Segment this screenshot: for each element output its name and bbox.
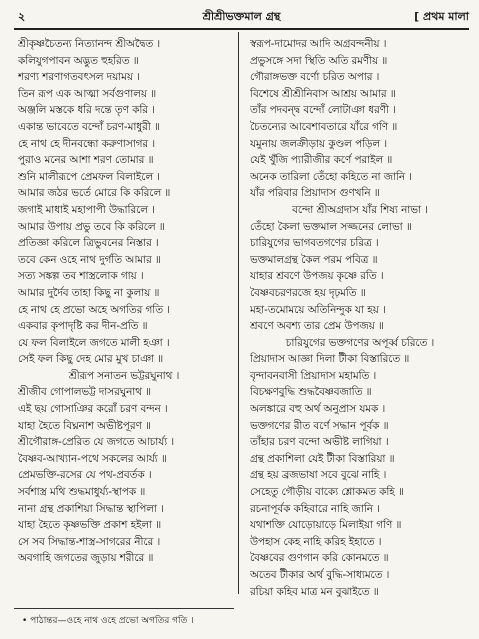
verse-line: বৈষ্ণব-আখ্যান-পথে সকলের আর্য্য ॥ [18,452,167,465]
verse-line: যাহার শ্রবণে উপজয় কৃষ্ণে রতি । [250,270,384,283]
verse-line: গৌরাঙ্গভক্ত বর্ণো চরিত অপার । [250,71,380,84]
verse-line: রচিয়া কহিব মাত্র মন বুঝাইতে ॥ [250,585,379,598]
verse-line: যাহা হৈতে বিঘ্ননাশ অভীষ্টপূরণ ॥ [18,419,151,432]
verse-line: সত্য সঙ্কল্প তব শাস্ত্রলোক গায় । [18,270,144,283]
verse-line: গ্রন্থ হয় ব্রজভাষা সবে বুঝে নাহি । [250,469,387,482]
verse-line: যেই খুঁজি প্যারীজীর কর্ণে পরাইল ॥ [250,154,393,167]
verse-line: সেহেতু গৌড়ীয় বাক্যে শ্লোকমত কহি ॥ [250,486,404,499]
verse-line: বৃন্দাবনবাসী প্রিয়াদাস মহামতি । [250,369,377,382]
verse-line: চারিযুগের ভাগবতগণের চরিত্র । [250,237,379,250]
verse-line: প্রেমভক্তি-রসের যে পথ-প্রবর্তক । [18,469,152,482]
header-rule [14,28,469,30]
verse-line: কলিযুগপাবন অদ্ভুত হুহরিত ॥ [18,54,139,67]
right-verse-column [250,36,470,600]
verse-line: তিন রূপ এক আত্মা সর্বগুণালয় ॥ [18,87,157,100]
verse-line: আমার দুর্দৈব তাহা কিছু না কুলায় ॥ [18,286,160,299]
verse-line: স্বরূপ-দামোদর আদি অগ্রবন্দনীয় । [250,38,387,50]
verse-line: জগাই মাধাই মহাপাপী উদ্ধারিলে । [18,203,155,216]
verse-line: সেই ফল কিছু দেহ মোর মুখ চাঞা ॥ [18,353,164,366]
section-label: [ প্রথম মালা [414,10,469,23]
verse-line: রচনাপূর্বক কহিবারে নাহি জানি । [250,502,380,515]
verse-line: গ্রন্থ প্রকাশিলা যেই টীকা বিস্তারিয়া ॥ [250,452,395,465]
verse-line: বন্দো শ্রীঅগ্রদাস যাঁর শিষ্য নাভা । [292,203,428,216]
verse-line: এই ছয় গোসাঞির করোঁ চরণ বন্দন । [18,403,168,416]
verse-line: আমার উপায় প্রভু তবে কি করিলে ॥ [18,220,165,233]
verse-line: যথাশক্তি যোড়োয়াড়ে মিলাইয়া গণি ॥ [250,519,402,532]
verse-line: শরণ্য শরণাগতবৎসল দয়াময় । [18,71,140,84]
verse-line: শুনি মালীরূপে প্রেমফল বিলাইলে । [18,170,160,183]
left-verse-column [18,36,230,567]
verse-line: প্রতিজ্ঞা করিলে ত্রিভুবনের নিস্তার । [18,237,159,250]
verse-line: সর্বশাস্ত্র মথি শুদ্ধমাধুর্য্য-স্থাপক ॥ [18,486,146,499]
verse-line: যাহা হৈতে কৃষ্ণভক্তি প্রকাশ হইলা ॥ [18,519,162,532]
verse-line: পুরাও মনের আশা শরণ তোমার ॥ [18,154,154,167]
running-title: শ্রীশ্রীভক্তমাল গ্রন্থ [202,10,281,23]
footnote: • পাঠান্তর—ওহে নাথ ওহে প্রভো অগতির গতি । [22,616,194,626]
verse-line: উপহাস কেহ নাহি করিহ ইহাতে । [250,535,382,548]
verse-line: বিচক্ষণবুদ্ধি শুদ্ধবৈষ্ণবজাতি ॥ [250,386,372,399]
page-header [14,6,469,26]
verse-line: বৈষ্ণবের গুণগান করি কোনমতে ॥ [250,552,389,565]
verse-line: যমুনায় জলক্রীড়ায় কুণ্ডল পড়িল । [250,137,388,150]
verse-line: শ্রীগৌরাঙ্গ-প্রেরিত যে জগতে আচার্য্য । [18,436,175,449]
column-divider [238,32,239,594]
verse-line: শ্রীকৃষ্ণচৈতন্য নিত্যানন্দ শ্রীঅদ্বৈত । [18,38,161,50]
verse-line: যে ফল বিলাইলে জগতে মালী হঞা । [18,336,170,349]
verse-line: যাঁর পরিবার প্রিয়াদাস গুণখনি ॥ [250,187,380,200]
verse-line: শ্রীরূপ সনাতন ভট্টরঘুনাথ । [68,369,180,382]
verse-line: একবার কৃপাদৃষ্টি কর দীন-প্রতি ॥ [18,320,148,333]
verse-line: অঞ্জলি মস্তকে ধরি দন্তে তৃণ করি । [18,104,155,117]
verse-line: নানা গ্রন্থ প্রকাশিয়া সিদ্ধান্ত স্থাপিলা । [18,502,164,515]
verse-line: ভক্তমালগ্রন্থ কৈল পরম পবিত্র ॥ [250,253,378,266]
verse-line: তবে কেন ওহে নাথ দুর্গতি আমার ॥ [18,253,161,266]
verse-line: অলঙ্কারে বহু অর্থ অনুপ্রাস যমক । [250,403,386,416]
verse-line: তাঁহার চরণ বন্দো অভীষ্ট লাগিয়া । [250,436,389,449]
verse-line: হে নাথ হে দীনবন্ধো করুণাসাগর । [18,137,156,150]
verse-line: প্রভুসঙ্গে সদা স্থিতি অতি রমণীয় ॥ [250,54,388,67]
footnote-rule [14,608,234,609]
verse-line: চৈতন্যের আবেশাবতারে যাঁরে গণি ॥ [250,120,398,133]
verse-line: অবগাহি জগতের জুড়ায় শরীরে ॥ [18,552,154,565]
verse-line: সে সব সিদ্ধান্ত-শাস্ত্র-সাগরের নীরে । [18,535,161,548]
verse-line: বিশেষে শ্রীশ্রীনিবাস আশ্রয় আমার ॥ [250,87,396,100]
verse-line: হে নাথ হে প্রভো অহে অগতির গতি । [18,303,170,316]
verse-line: বৈষ্ণবচরণরজে হয় দৃঢ়মতি ॥ [250,286,366,299]
verse-line: একান্ত ভাবেতে বন্দোঁ চরণ-মাধুরী ॥ [18,120,160,133]
verse-line: তাঁর পদবন্দ্ব বন্দোঁ লোটাঞা ধরণী । [250,104,396,117]
verse-line: প্রিয়াদাস আজ্ঞা দিলা টীকা বিস্তারিতে ॥ [250,353,410,366]
verse-line: আমার জঠর ভর্তে মোরে কি করিলে ॥ [18,187,171,200]
verse-line: মহা-তমোময়ে অতিনিন্দুক যা হয় । [250,303,386,316]
verse-line: অনেক তারিলা তেঁহো কহিতে না জানি । [250,170,412,183]
verse-line: শ্রবণে অবশ্য তার প্রেম উপজয় ॥ [250,320,384,333]
page-number: ২ [18,10,26,23]
verse-line: শ্রীজীব গোপালভট্ট দাসরঘুনাথ ॥ [18,386,151,399]
verse-line: তেঁহো কৈলা ভক্তমাল সজ্জনের লোভা ॥ [250,220,412,233]
verse-line: ভক্তগণের রীত বর্ণে সদ্ধান পূর্বক ॥ [250,419,389,432]
verse-line: অতেব টীকার অর্থ বুদ্ধি-সাধ্যমতে । [250,569,390,581]
verse-line: চারিযুগের ভক্তগণের অপূর্ব্ব চরিতে । [285,336,435,349]
